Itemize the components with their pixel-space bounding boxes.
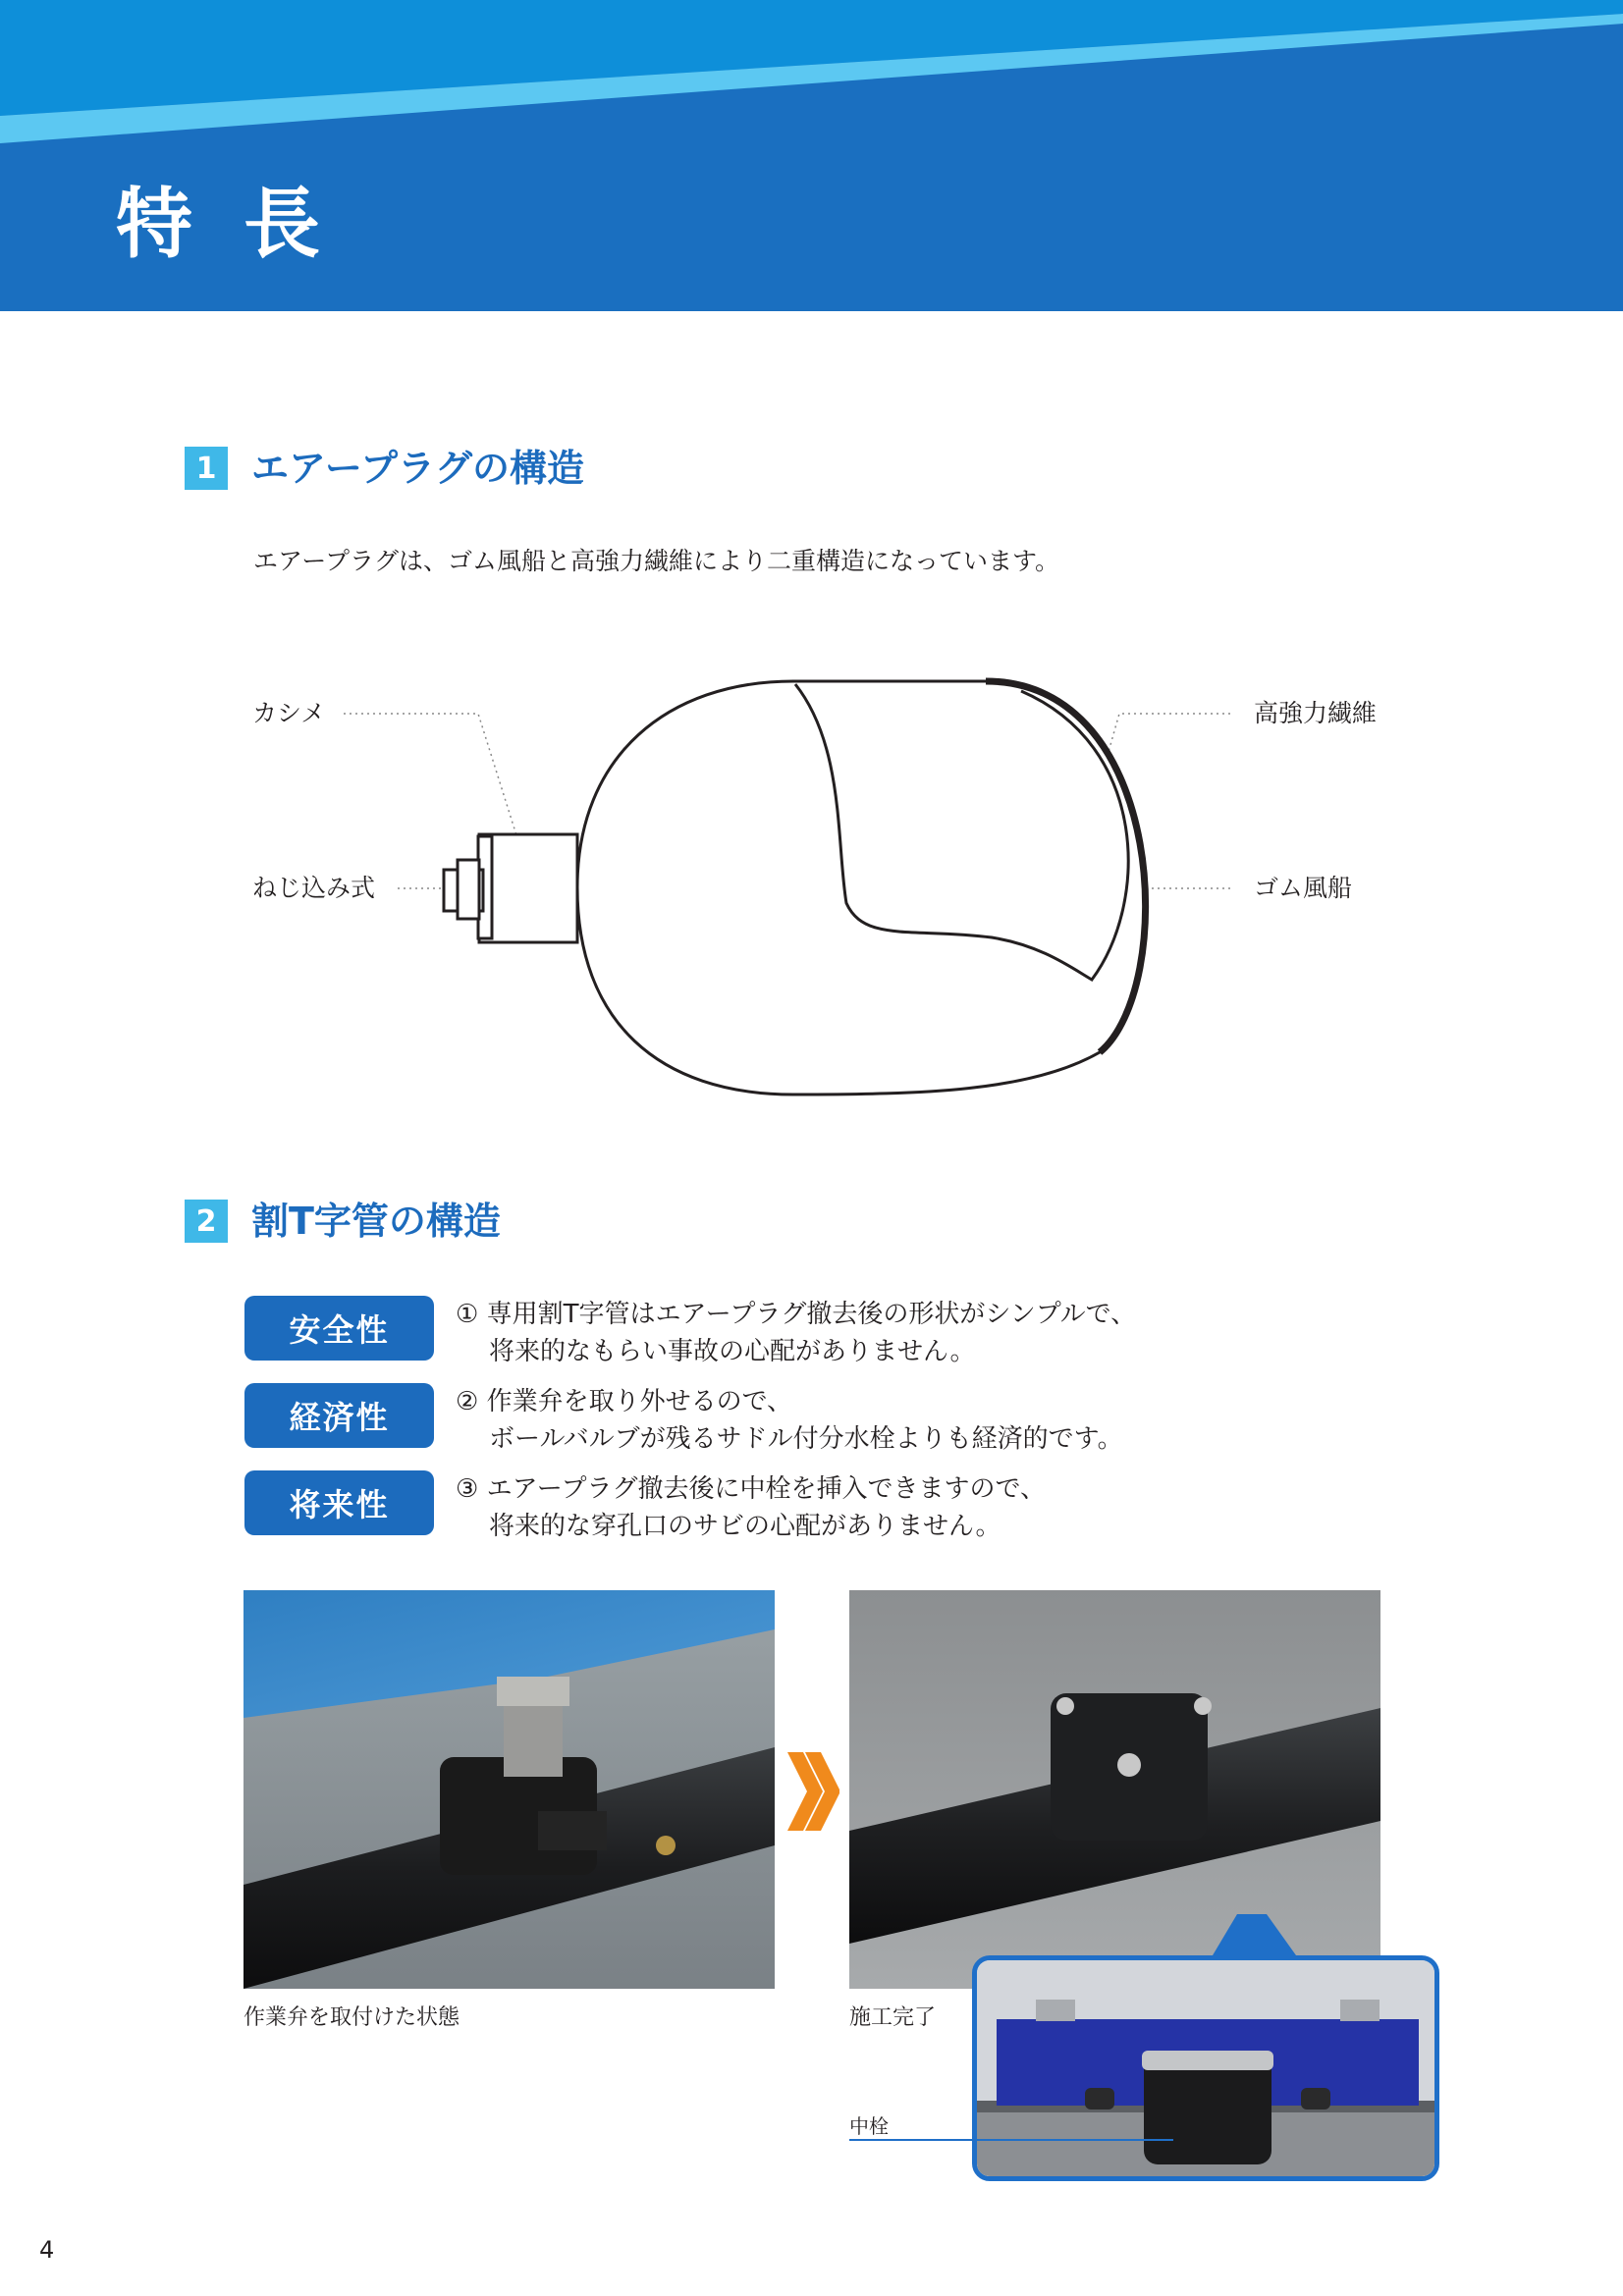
feature-future-text [456,1470,1046,1545]
label-screw: ねじ込み式 [252,874,376,902]
feature-economy-line2: ボールバルブが残るサドル付分水栓よりも経済的です。 [489,1424,1123,1454]
page-title: 特長 [116,181,372,269]
connector-shape [444,834,577,942]
section1-heading [185,447,584,490]
section2-number: 2 [185,1200,228,1243]
feature-safety-text [456,1296,1136,1370]
label-kashime: カシメ [252,699,326,727]
feature-economy-text [456,1383,1123,1458]
label-inner-plug: 中栓 [849,2114,889,2138]
badge-future: 将来性 [244,1470,434,1535]
feature-safety-line1: ① 専用割T字管はエアープラグ撤去後の形状がシンプルで、 [456,1300,1137,1329]
page-number: 4 [39,2236,55,2264]
feature-future-line1: ③ エアープラグ撤去後に中栓を挿入できますので、 [456,1474,1046,1504]
feature-future-line2: 将来的な穿孔口のサビの心配がありません。 [489,1512,1001,1541]
caption-photo2: 施工完了 [849,2005,937,2030]
label-fiber: 高強力繊維 [1254,699,1378,727]
label-balloon: ゴム風船 [1254,874,1353,902]
inner-plug-leader-line [849,2138,1173,2142]
caption-photo1: 作業弁を取付けた状態 [243,2005,460,2030]
badge-economy: 経済性 [244,1383,434,1448]
section2-title: 割T字管の構造 [251,1200,501,1243]
feature-economy [244,1383,1123,1458]
section2-heading [185,1200,501,1243]
double-chevron-icon [785,1752,839,1831]
inset-cross-section [972,1955,1439,2181]
balloon-body [577,681,1146,1095]
feature-future [244,1470,1046,1545]
photo-valve-attached [243,1590,775,1989]
air-plug-diagram [0,648,1623,1119]
page-header [0,0,1623,311]
feature-economy-line1: ② 作業弁を取り外せるので、 [456,1387,793,1416]
feature-safety [244,1296,1136,1370]
section1-lead: エアープラグは、ゴム風船と高強力繊維により二重構造になっています。 [253,547,1060,575]
feature-safety-line2: 将来的なもらい事故の心配がありません。 [489,1337,976,1366]
section1-number: 1 [185,447,228,490]
badge-safety: 安全性 [244,1296,434,1361]
section1-title: エアープラグの構造 [251,447,584,490]
